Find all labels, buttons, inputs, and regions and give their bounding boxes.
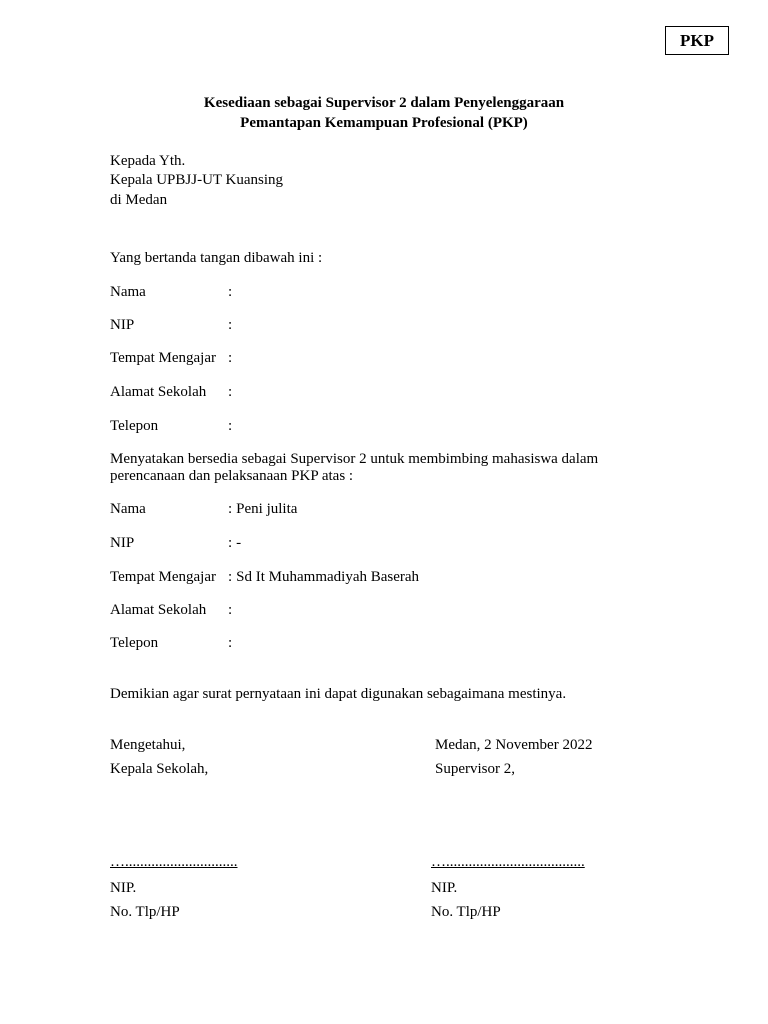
intro-text: Yang bertanda tangan dibawah ini :	[110, 250, 323, 266]
field-separator: :	[228, 501, 233, 517]
right-sign-date: Medan, 2 November 2022	[435, 737, 593, 753]
statement-paragraph: Menyatakan bersedia sebagai Supervisor 2 untuk membimbing mahasiswa dalam perencanaan dan pelaksanaan PKP atas :	[110, 451, 599, 484]
field-label: Telepon	[110, 418, 159, 434]
field-label: Telepon	[110, 635, 159, 651]
document-title-line-2: Pemantapan Kemampuan Profesional (PKP)	[240, 115, 528, 131]
field-separator: :	[228, 317, 233, 333]
recipient-line-3: di Medan	[110, 192, 168, 208]
left-sign-acknowledged: Mengetahui,	[110, 737, 186, 753]
field-label: Tempat Mengajar	[110, 350, 216, 366]
right-sign-phone: No. Tlp/HP	[431, 904, 501, 920]
recipient-line-2: Kepala UPBJJ-UT Kuansing	[110, 172, 284, 188]
document-title-line-1: Kesediaan sebagai Supervisor 2 dalam Penyelenggaraan	[203, 95, 565, 111]
section1-row-alamat-sekolah	[110, 382, 236, 402]
section1-row-tempat-mengajar	[110, 348, 236, 368]
field-separator: :	[228, 602, 233, 618]
section1-row-nama	[110, 282, 236, 302]
recipient-line-1: Kepada Yth.	[110, 153, 186, 169]
right-signature-line: ….....................................	[431, 854, 585, 870]
section2-row-alamat-sekolah	[110, 600, 236, 620]
section2-row-tempat-mengajar	[110, 567, 419, 587]
left-sign-role: Kepala Sekolah,	[110, 761, 209, 777]
left-signature-line: …..............................	[110, 854, 238, 870]
field-separator: :	[228, 635, 233, 651]
field-separator: :	[228, 350, 233, 366]
field-label: NIP	[110, 317, 135, 333]
field-separator: :	[228, 418, 233, 434]
section2-row-telepon	[110, 633, 236, 653]
field-separator: :	[228, 284, 233, 300]
field-label: Alamat Sekolah	[110, 602, 207, 618]
field-label: Nama	[110, 284, 146, 300]
left-sign-nip: NIP.	[110, 880, 137, 896]
section1-row-nip	[110, 315, 236, 335]
section2-row-nama	[110, 499, 297, 519]
pkp-badge: PKP	[665, 26, 729, 55]
right-sign-nip: NIP.	[431, 880, 458, 896]
right-sign-role: Supervisor 2,	[435, 761, 515, 777]
section1-row-telepon	[110, 416, 236, 436]
field-value: -	[236, 535, 242, 551]
field-separator: :	[228, 384, 233, 400]
field-label: NIP	[110, 535, 135, 551]
field-label: Tempat Mengajar	[110, 569, 216, 585]
field-value: Sd It Muhammadiyah Baserah	[236, 569, 420, 585]
field-label: Nama	[110, 501, 146, 517]
field-separator: :	[228, 535, 233, 551]
closing-text: Demikian agar surat pernyataan ini dapat digunakan sebagaimana mestinya.	[110, 686, 567, 702]
field-value: Peni julita	[236, 501, 298, 517]
section2-row-nip	[110, 533, 241, 553]
field-label: Alamat Sekolah	[110, 384, 207, 400]
field-separator: :	[228, 569, 233, 585]
left-sign-phone: No. Tlp/HP	[110, 904, 180, 920]
